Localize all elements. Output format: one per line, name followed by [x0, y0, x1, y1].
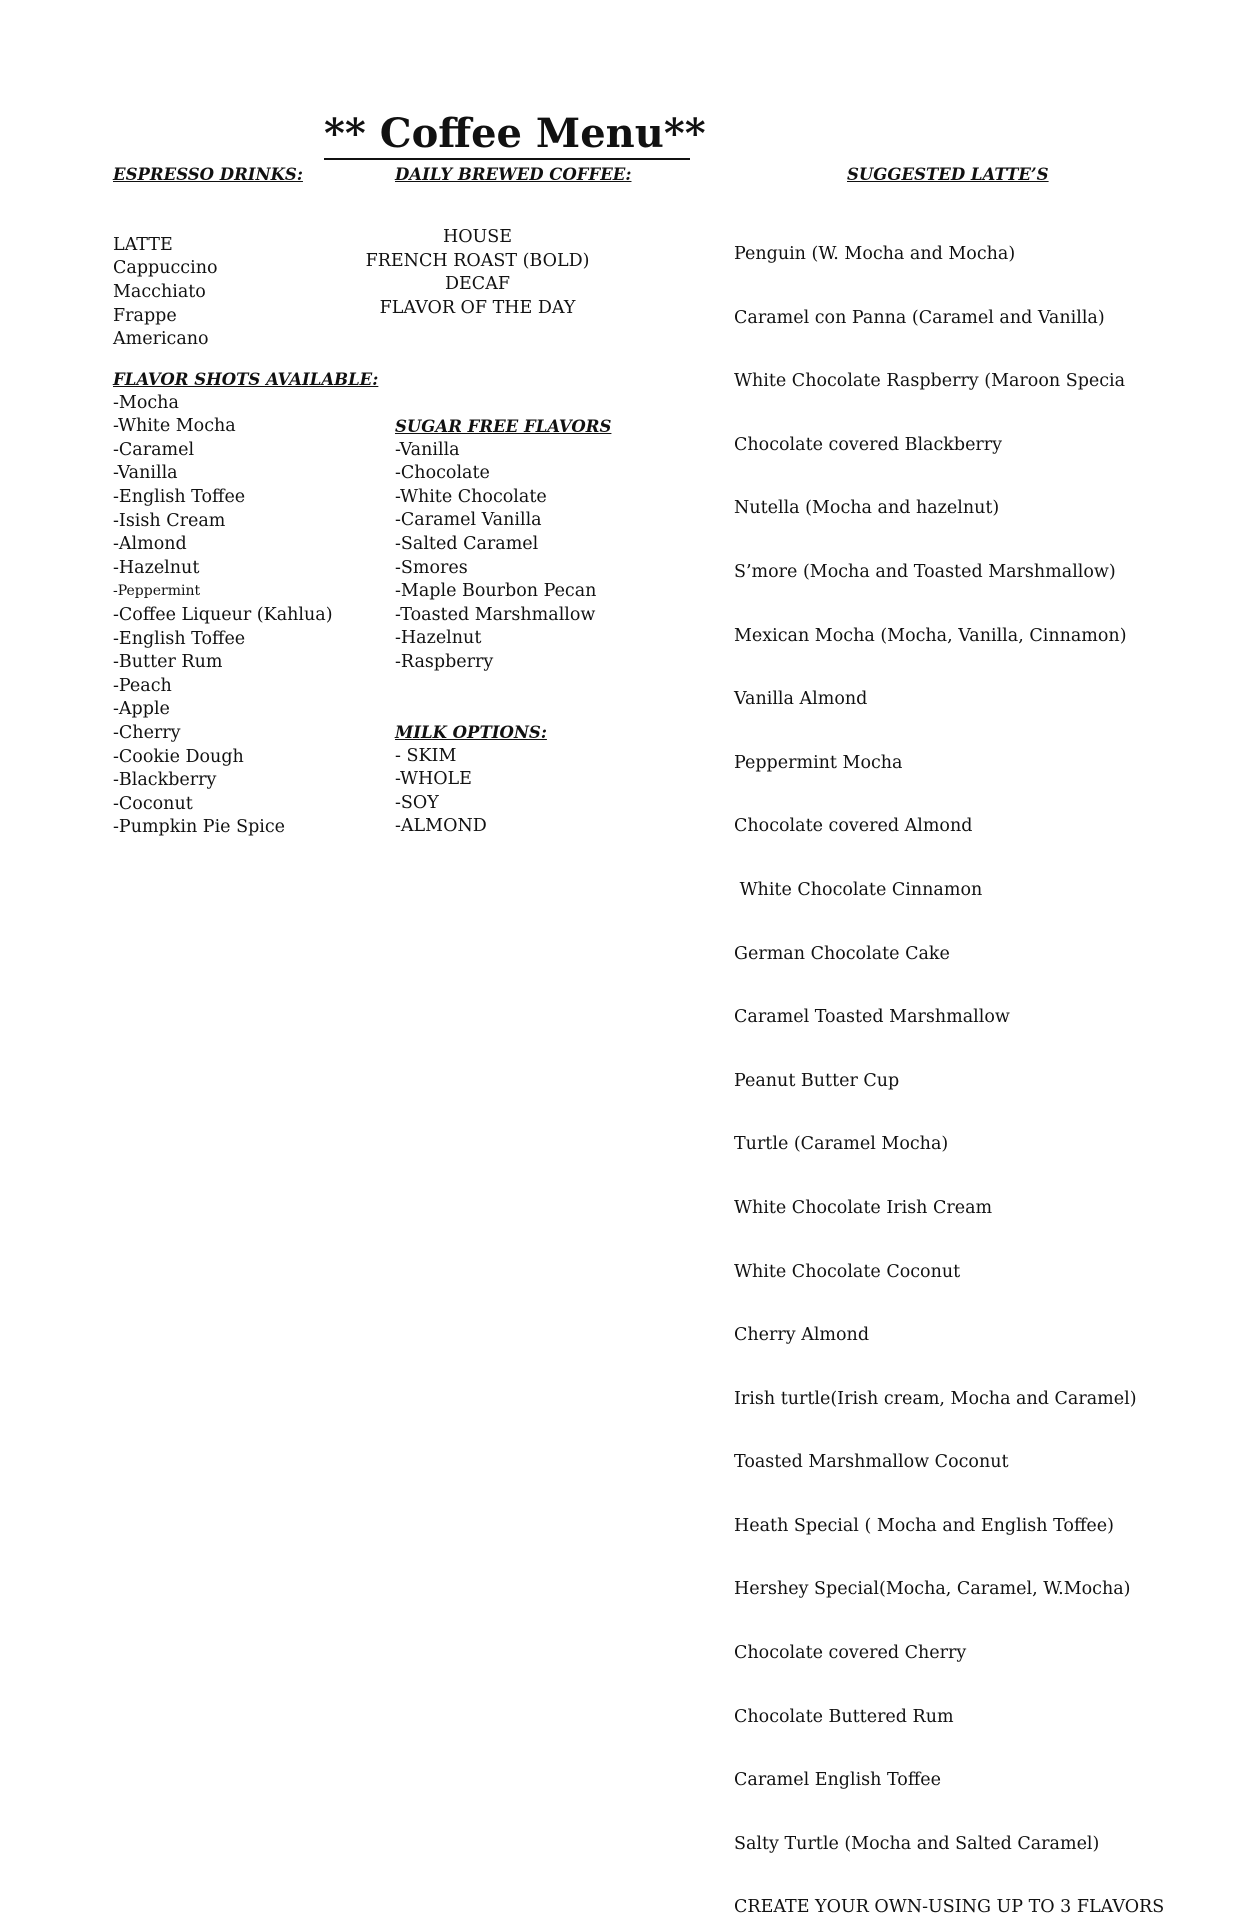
latte-item: White Chocolate Cinnamon	[734, 879, 983, 900]
flavor-shot-item: -Almond	[113, 534, 187, 555]
flavor-shot-item: -Peach	[113, 675, 172, 696]
sugar-free-item: -Vanilla	[395, 439, 460, 460]
flavor-shots-header: FLAVOR SHOTS AVAILABLE:	[113, 370, 379, 389]
sugar-free-item: -Smores	[395, 557, 468, 578]
brewed-item: HOUSE	[442, 227, 513, 247]
espresso-section	[113, 163, 303, 352]
latte-item: White Chocolate Raspberry (Maroon Specia	[734, 371, 1126, 392]
latte-item: White Chocolate Coconut	[734, 1261, 961, 1282]
brewed-section	[355, 226, 600, 320]
latte-item: Caramel English Toffee	[734, 1770, 941, 1791]
sugar-free-section	[395, 415, 611, 675]
flavor-shot-item: -Peppermint	[113, 583, 201, 600]
sugar-free-item: -Caramel Vanilla	[395, 510, 542, 531]
sugar-free-item: -White Chocolate	[395, 486, 547, 507]
sugar-free-item: -Maple Bourbon Pecan	[395, 581, 597, 602]
sugar-free-item: -Raspberry	[395, 651, 494, 672]
latte-item: Caramel con Panna (Caramel and Vanilla)	[734, 307, 1105, 328]
flavor-shot-item: -Cookie Dough	[113, 746, 244, 767]
milk-item: - SKIM	[395, 745, 457, 766]
latte-item: Chocolate covered Blackberry	[734, 434, 1003, 455]
latte-item: Penguin (W. Mocha and Mocha)	[734, 244, 1016, 264]
milk-item: -SOY	[395, 792, 439, 813]
milk-section	[395, 721, 547, 839]
latte-item: Chocolate covered Cherry	[734, 1643, 967, 1664]
menu-title: ** Coffee Menu**	[324, 110, 690, 160]
sugar-free-item: -Hazelnut	[395, 628, 482, 649]
latte-item: CREATE YOUR OWN-USING UP TO 3 FLAVORS	[734, 1897, 1165, 1918]
flavor-shots-section	[113, 368, 378, 840]
sugar-free-header: SUGAR FREE FLAVORS	[395, 417, 612, 436]
flavor-shot-item: -English Toffee	[113, 628, 246, 649]
brewed-header: DAILY BREWED COFFEE:	[395, 165, 632, 184]
sugar-free-item: -Chocolate	[395, 463, 490, 484]
latte-item: Toasted Marshmallow Coconut	[734, 1452, 1009, 1473]
latte-item: Vanilla Almond	[734, 689, 868, 710]
latte-item: German Chocolate Cake	[734, 943, 950, 964]
flavor-shot-item: -Isish Cream	[113, 510, 226, 531]
espresso-item: LATTE	[113, 234, 173, 255]
flavor-shot-item: -Mocha	[113, 392, 179, 413]
lattes-header-block	[847, 163, 1049, 187]
flavor-shot-item: -Pumpkin Pie Spice	[113, 817, 286, 838]
espresso-item: Frappe	[113, 305, 177, 326]
latte-item: Salty Turtle (Mocha and Salted Caramel)	[734, 1833, 1100, 1854]
flavor-shot-item: -English Toffee	[113, 486, 246, 507]
latte-item: Irish turtle(Irish cream, Mocha and Caramel)	[734, 1388, 1137, 1409]
latte-item: Mexican Mocha (Mocha, Vanilla, Cinnamon)	[734, 625, 1127, 646]
latte-item: Chocolate Buttered Rum	[734, 1706, 954, 1727]
brewed-item: FLAVOR OF THE DAY	[379, 297, 576, 318]
latte-item: Caramel Toasted Marshmallow	[734, 1007, 1010, 1028]
latte-item: Turtle (Caramel Mocha)	[734, 1134, 949, 1155]
sugar-free-item: -Toasted Marshmallow	[395, 604, 596, 625]
latte-item: White Chocolate Irish Cream	[734, 1197, 993, 1218]
flavor-shot-item: -Butter Rum	[113, 652, 223, 673]
latte-item: Peanut Butter Cup	[734, 1070, 900, 1091]
latte-item: Hershey Special(Mocha, Caramel, W.Mocha)	[734, 1579, 1131, 1600]
flavor-shot-item: -White Mocha	[113, 416, 236, 437]
flavor-shot-item: -Vanilla	[113, 463, 178, 484]
lattes-section	[734, 203, 1164, 1920]
milk-header: MILK OPTIONS:	[395, 723, 547, 742]
flavor-shot-item: -Apple	[113, 699, 170, 720]
brewed-header-block	[395, 163, 631, 187]
brewed-item: FRENCH ROAST (BOLD)	[365, 250, 590, 271]
flavor-shot-item: -Blackberry	[113, 770, 217, 791]
sugar-free-item: -Salted Caramel	[395, 533, 539, 554]
latte-item: S’more (Mocha and Toasted Marshmallow)	[734, 561, 1116, 582]
milk-item: -ALMOND	[395, 816, 487, 837]
espresso-item: Americano	[113, 329, 209, 350]
latte-item: Cherry Almond	[734, 1325, 870, 1346]
brewed-item: DECAF	[445, 274, 510, 295]
flavor-shot-item: -Cherry	[113, 722, 181, 743]
flavor-shot-item: -Coconut	[113, 793, 193, 814]
espresso-header: ESPRESSO DRINKS:	[113, 165, 303, 184]
flavor-shot-item: -Caramel	[113, 439, 195, 460]
espresso-item: Macchiato	[113, 281, 206, 302]
flavor-shot-item: -Coffee Liqueur (Kahlua)	[113, 604, 333, 625]
milk-item: -WHOLE	[395, 769, 472, 790]
flavor-shot-item: -Hazelnut	[113, 557, 200, 578]
latte-item: Chocolate covered Almond	[734, 816, 973, 837]
espresso-item: Cappuccino	[113, 258, 218, 279]
latte-item: Nutella (Mocha and hazelnut)	[734, 498, 1000, 519]
lattes-header: SUGGESTED LATTE’S	[847, 165, 1049, 184]
latte-item: Heath Special ( Mocha and English Toffee)	[734, 1515, 1114, 1536]
latte-item: Peppermint Mocha	[734, 752, 903, 773]
